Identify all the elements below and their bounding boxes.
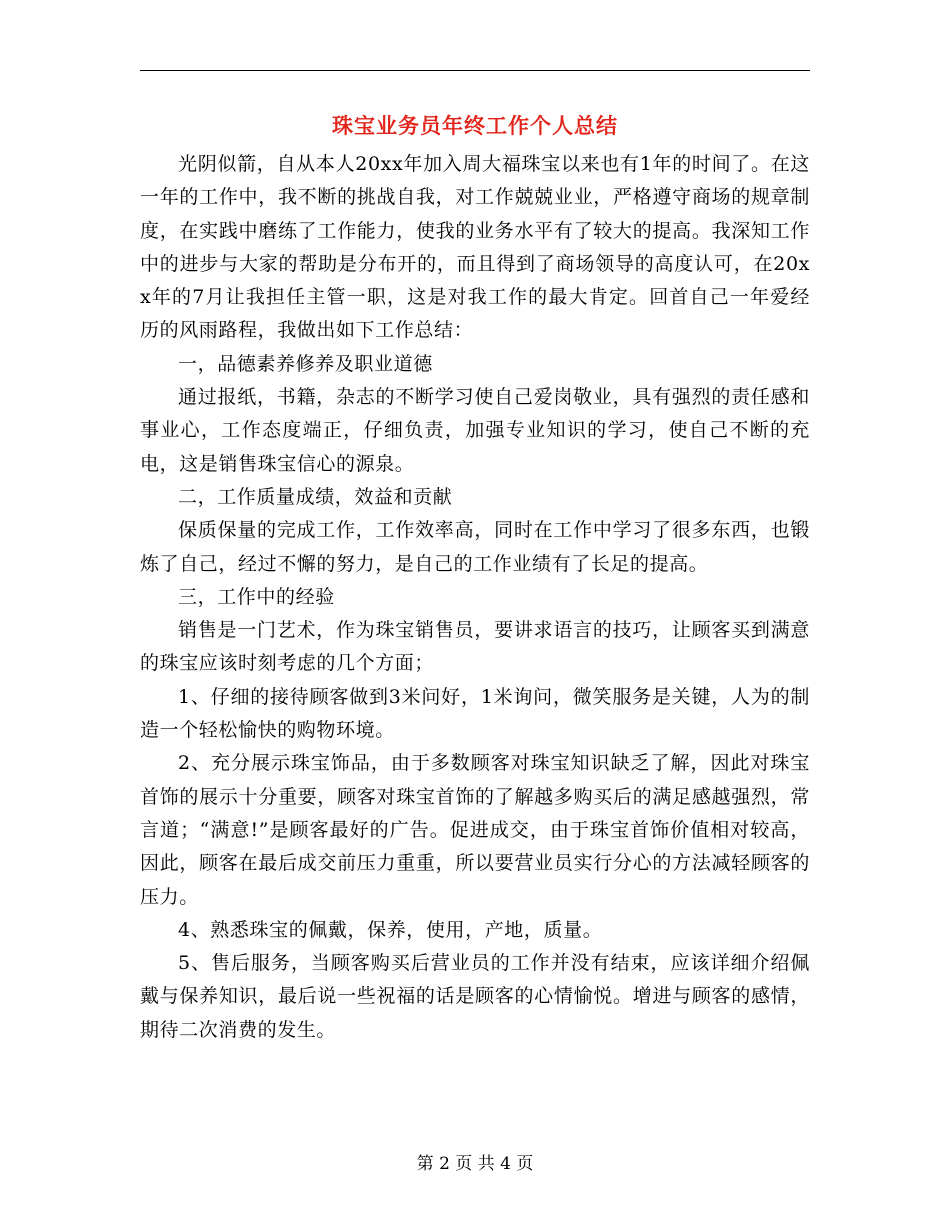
list-item-1: 1、仔细的接待顾客做到3米问好，1米询问，微笑服务是关键，人为的制造一个轻松愉快的购物环境。 <box>140 685 810 742</box>
document-title: 珠宝业务员年终工作个人总结 <box>332 113 618 138</box>
list-item-5: 5、售后服务，当顾客购买后营业员的工作并没有结束，应该详细介绍佩戴与保养知识，最后说一些祝福的话是顾客的心情愉悦。增进与顾客的感情，期待二次消费的发生。 <box>140 952 810 1041</box>
list-item-4: 4、熟悉珠宝的佩戴，保养，使用，产地，质量。 <box>178 918 603 941</box>
paragraph-section-2: 保质保量的完成工作，工作效率高，同时在工作中学习了很多东西，也锻炼了自己，经过不懈的努力，是自己的工作业绩有了长足的提高。 <box>140 519 810 575</box>
page-number-footer: 第 2 页 共 4 页 <box>416 1154 534 1174</box>
paragraph-intro: 光阴似箭，自从本人20xx年加入周大福珠宝以来也有1年的时间了。在这一年的工作中，我不断的挑战自我，对工作兢兢业业，严格遵守商场的规章制度，在实践中磨练了工作能力，使我的业务水平有了较大的提高。我深知工作中的进步与大家的帮助是分布开的，而且得到了商场领导的高度认可，在20xx年的7月让我担任主管一职，这是对我工作的最大肯定。回首自己一年爱经历的风雨路程，我做出如下工作总结： <box>140 153 810 342</box>
section-heading-1: 一，品德素养修养及职业道德 <box>178 352 433 375</box>
document-body <box>140 148 810 1047</box>
section-heading-2: 二，工作质量成绩，效益和贡献 <box>178 485 453 508</box>
header-rule <box>140 70 810 71</box>
paragraph-section-1: 通过报纸，书籍，杂志的不断学习使自己爱岗敬业，具有强烈的责任感和事业心，工作态度端正，仔细负责，加强专业知识的学习，使自己不断的充电，这是销售珠宝信心的源泉。 <box>140 386 810 475</box>
paragraph-section-3: 销售是一门艺术，作为珠宝销售员，要讲求语言的技巧，让顾客买到满意的珠宝应该时刻考虑的几个方面； <box>140 619 810 675</box>
list-item-2: 2、充分展示珠宝饰品，由于多数顾客对珠宝知识缺乏了解，因此对珠宝首饰的展示十分重要，顾客对珠宝首饰的了解越多购买后的满足感越强烈，常言道；“满意!”是顾客最好的广告。促进成交，由于珠宝首饰价值相对较高，因此，顾客在最后成交前压力重重，所以要营业员实行分心的方法减轻顾客的压力。 <box>140 752 810 908</box>
section-heading-3: 三，工作中的经验 <box>178 585 335 608</box>
